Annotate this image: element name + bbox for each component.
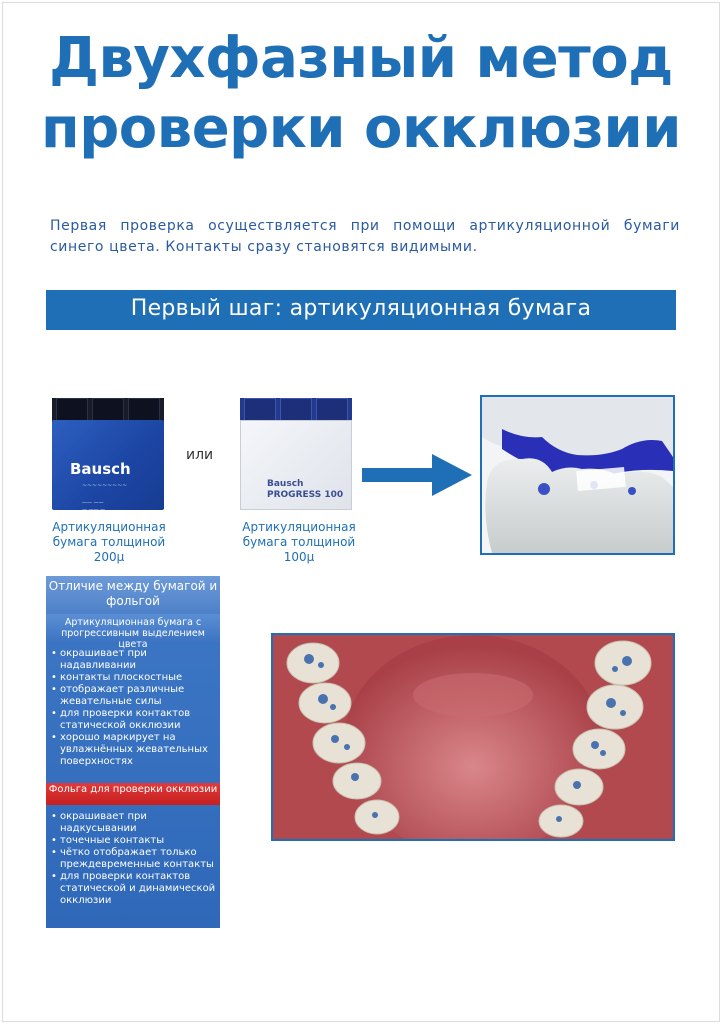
product-brand — [267, 479, 343, 501]
list-item: • для проверки контактов статической и динамической окклюзии — [50, 871, 216, 907]
list-item: • контакты плоскостные — [50, 672, 216, 684]
step-banner: Первый шаг: артикуляционная бумага — [46, 290, 676, 330]
product-brand-line-3: 100 — [324, 490, 344, 500]
paper-properties-list — [46, 644, 220, 782]
paper-heading: Артикуляционная бумага с прогрессивным выделением цвета — [46, 614, 220, 644]
comparison-panel — [46, 576, 220, 928]
list-item: • для проверки контактов статической окклюзии — [50, 708, 216, 732]
caption-paper-200: Артикуляционная бумага толщиной 200µ — [52, 520, 166, 564]
product-box-200 — [52, 398, 164, 513]
occlusion-mouth-photo — [271, 633, 675, 841]
foil-heading: Фольга для проверки окклюзии — [46, 783, 220, 805]
product-brand-line-1: Bausch — [267, 479, 304, 489]
title-line-2: проверки окклюзии — [41, 96, 681, 161]
product-decor-lines: —— —— — —— — — [82, 500, 106, 513]
list-item: • окрашивает при надавливании — [50, 648, 216, 672]
foil-properties-list — [46, 805, 220, 909]
product-brand: Bausch — [70, 460, 131, 478]
product-box-body — [240, 420, 352, 510]
mouth-illustration — [273, 635, 673, 839]
page-title — [0, 24, 722, 164]
product-box-100 — [240, 398, 352, 510]
comparison-heading: Отличие между бумагой и фольгой — [46, 576, 220, 614]
product-brand-line-2: PROGRESS — [267, 490, 322, 500]
list-item: • отображает различные жевательные силы — [50, 684, 216, 708]
product-box-body — [52, 420, 164, 513]
list-item: • окрашивает при надкусывании — [50, 811, 216, 835]
or-label: или — [186, 447, 214, 463]
tooth-model-illustration — [482, 397, 673, 553]
title-line-1: Двухфазный метод — [49, 26, 673, 91]
tooth-model-photo — [480, 395, 675, 555]
product-decor-text: ~~~~~~~~~ — [82, 482, 128, 489]
arrow-right-icon — [362, 452, 472, 498]
intro-paragraph: Первая проверка осуществляется при помощи артикуляционной бумаги синего цвета. Контакты сразу становятся видимыми. — [50, 218, 680, 255]
list-item: • чётко отображает только преждевременные контакты — [50, 847, 216, 871]
list-item: • точечные контакты — [50, 835, 216, 847]
caption-paper-100: Артикуляционная бумага толщиной 100µ — [242, 520, 356, 564]
list-item: • хорошо маркирует на увлажнённых жевательных поверхностях — [50, 732, 216, 768]
